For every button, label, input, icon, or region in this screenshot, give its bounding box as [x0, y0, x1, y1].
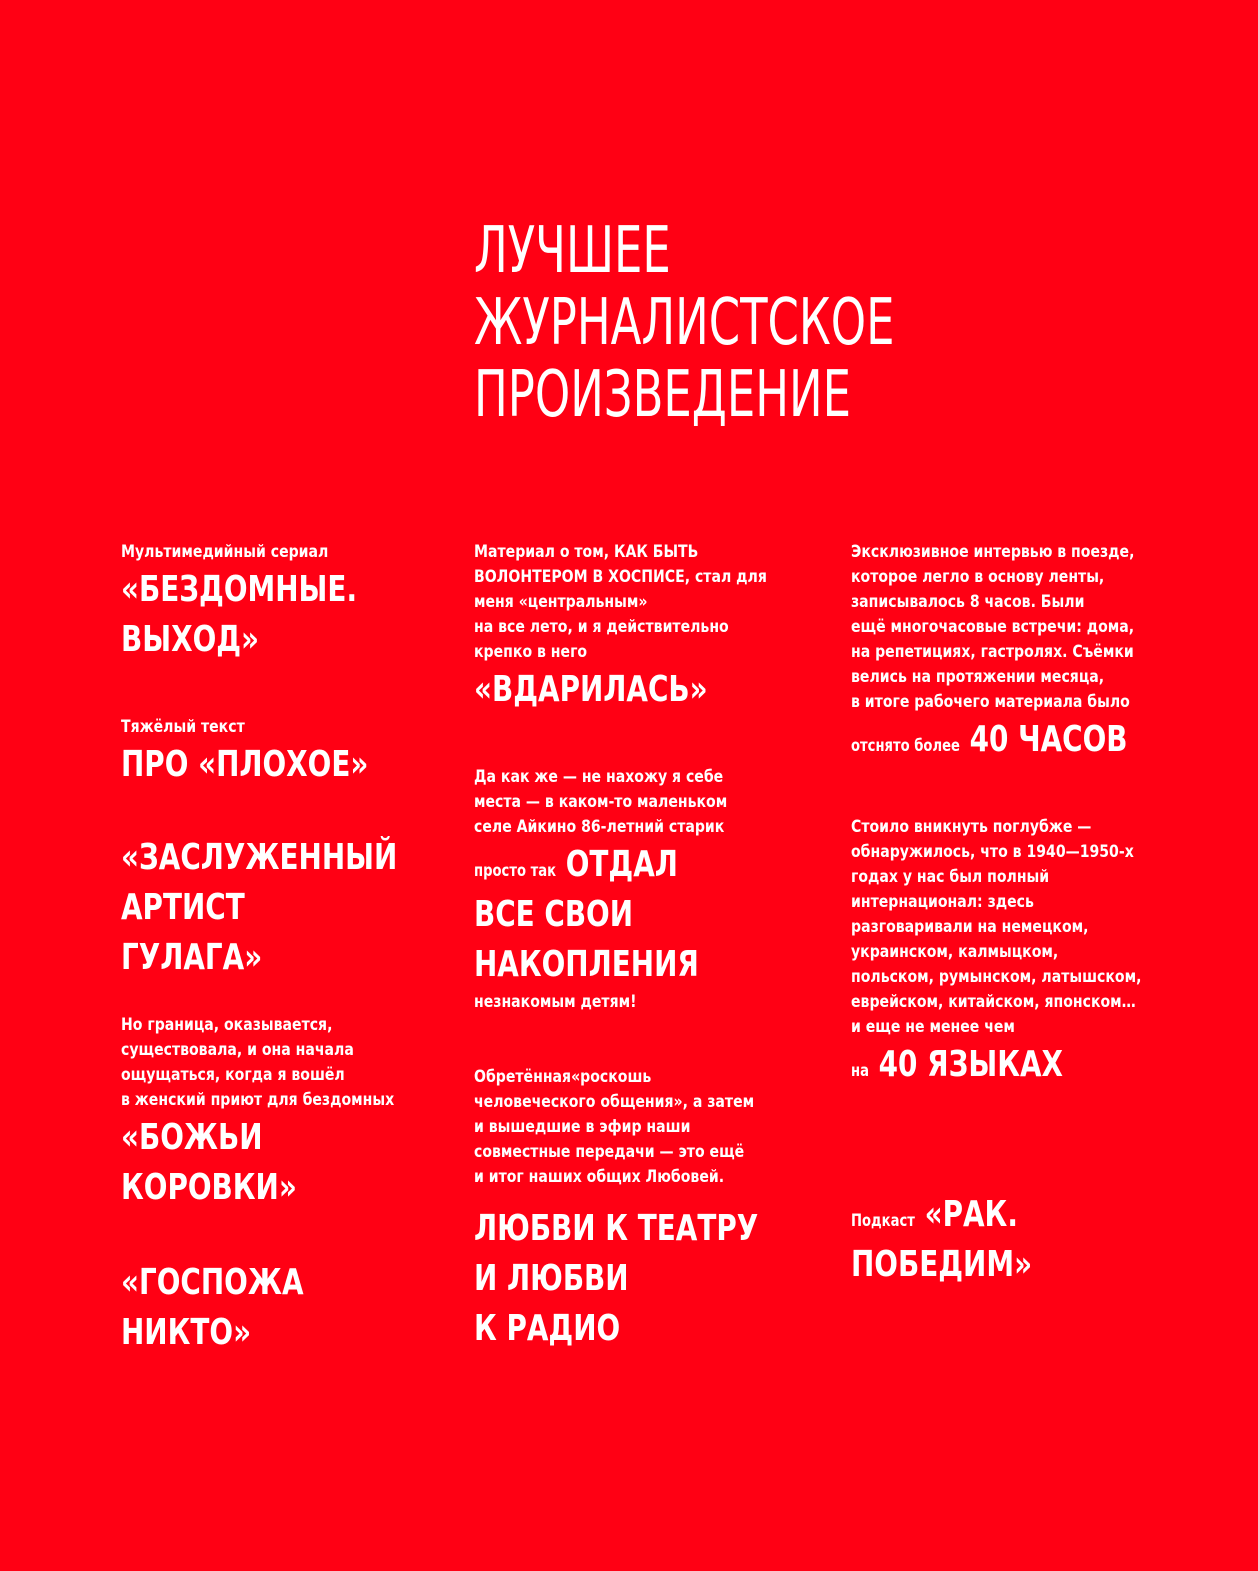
nomination-caption: крепко в него — [474, 642, 588, 662]
nomination-caption: годах у нас был полный — [851, 867, 1050, 887]
nomination-caption: ещё многочасовые встречи: дома, — [851, 617, 1135, 637]
nomination-headline: ПОБЕДИМ» — [851, 1244, 1033, 1285]
nomination-headline: «ЗАСЛУЖЕННЫЙ — [121, 837, 398, 878]
nomination-caption: обнаружилось, что в 1940—1950-х — [851, 842, 1134, 862]
nomination-headline: ПРО «ПЛОХОЕ» — [121, 744, 369, 785]
nomination-headline: 40 ЧАСОВ — [969, 719, 1128, 760]
nomination-caption: Но граница, оказывается, — [121, 1015, 333, 1035]
nomination-headline: ГУЛАГА» — [121, 937, 263, 978]
nomination-caption: на репетициях, гастролях. Съёмки — [851, 642, 1134, 662]
nomination-caption: и еще не менее чем — [851, 1017, 1015, 1037]
nomination-mrs-nobody — [121, 1258, 333, 1358]
nomination-gulag-artist — [121, 833, 442, 983]
nomination-headline: «ВДАРИЛАСЬ» — [474, 669, 708, 710]
nomination-caption: человеческого общения», а затем — [474, 1092, 755, 1112]
nomination-caption: существовала, и она начала — [121, 1040, 354, 1060]
nomination-caption: ощущаться, когда я вошёл — [121, 1065, 345, 1085]
nomination-caption: просто так — [474, 861, 557, 881]
nomination-headline: «РАК. — [924, 1194, 1018, 1235]
nomination-headline: И ЛЮБВИ — [474, 1258, 629, 1299]
nomination-caption: в женский приют для бездомных — [121, 1090, 395, 1110]
nomination-train-interview — [851, 540, 1173, 765]
nomination-headline-row — [474, 840, 711, 890]
nomination-ladybugs — [121, 1013, 418, 1213]
nomination-headline: ЛЮБВИ К ТЕАТРУ — [474, 1208, 759, 1249]
nomination-caption: разговаривали на немецком, — [851, 917, 1089, 937]
nomination-caption: Да как же — не нахожу я себе — [474, 767, 724, 787]
nomination-headline: ОТДАЛ — [565, 844, 678, 885]
nomination-caption: совместные передачи — это ещё — [474, 1142, 745, 1162]
nomination-caption: незнакомым детям! — [474, 992, 637, 1012]
title-line-2: ЖУРНАЛИСТСКОЕ — [474, 286, 895, 360]
nomination-caption: ВОЛОНТЕРОМ В ХОСПИСЕ, стал для — [474, 567, 767, 587]
nomination-headline: «ГОСПОЖА — [121, 1262, 304, 1303]
nomination-caption: Подкаст — [851, 1211, 915, 1231]
nomination-caption: Эксклюзивное интервью в поезде, — [851, 542, 1135, 562]
nomination-theatre-radio — [474, 1065, 805, 1354]
nomination-caption: записывалось 8 часов. Были — [851, 592, 1085, 612]
nomination-headline: «БОЖЬИ — [121, 1117, 263, 1158]
nomination-caption: Тяжёлый текст — [121, 717, 245, 737]
nomination-caption: меня «центральным» — [474, 592, 648, 612]
nomination-caption: места — в каком-то маленьком — [474, 792, 728, 812]
nomination-caption: Стоило вникнуть поглубже — — [851, 817, 1092, 837]
nomination-caption: в итоге рабочего материала было — [851, 692, 1130, 712]
nomination-headline: ВСЕ СВОИ — [474, 894, 634, 935]
nomination-headline-row — [851, 715, 1128, 765]
nomination-headline: «БЕЗДОМНЫЕ. — [121, 569, 358, 610]
nomination-headline: ВЫХОД» — [121, 619, 260, 660]
nomination-headline: КОРОВКИ» — [121, 1167, 297, 1208]
nomination-headline-row — [851, 1190, 1032, 1240]
page-title — [474, 215, 894, 431]
nomination-caption: селе Айкино 86-летний старик — [474, 817, 725, 837]
nomination-caption: которое легло в основу ленты, — [851, 567, 1105, 587]
nomination-caption: отснято более — [851, 736, 960, 756]
title-line-1: ЛУЧШЕЕ — [474, 214, 671, 288]
nomination-caption: Обретённая«роскошь — [474, 1067, 652, 1087]
nomination-caption: велись на протяжении месяца, — [851, 667, 1105, 687]
nomination-cancer-podcast — [851, 1190, 1062, 1290]
nomination-homeless-exit — [121, 540, 395, 665]
nomination-headline: НИКТО» — [121, 1312, 252, 1353]
nomination-headline: 40 ЯЗЫКАХ — [878, 1044, 1064, 1085]
nomination-caption: и вышедшие в эфир наши — [474, 1117, 691, 1137]
nomination-40-languages — [851, 815, 1167, 1090]
nomination-headline: К РАДИО — [474, 1308, 621, 1349]
nomination-caption: Мультимедийный сериал — [121, 542, 329, 562]
nomination-headline-row — [851, 1040, 1122, 1090]
nomination-caption: еврейском, китайском, японском… — [851, 992, 1136, 1012]
nomination-caption: интернационал: здесь — [851, 892, 1034, 912]
nomination-caption: польском, румынском, латышском, — [851, 967, 1142, 987]
nomination-caption: на все лето, и я действительно — [474, 617, 729, 637]
nomination-headline: НАКОПЛЕНИЯ — [474, 944, 699, 985]
nomination-caption: украинском, калмыцком, — [851, 942, 1059, 962]
nomination-caption: и итог наших общих Любовей. — [474, 1167, 725, 1187]
nomination-savings — [474, 765, 749, 1015]
title-line-3: ПРОИЗВЕДЕНИЕ — [474, 358, 851, 432]
nomination-headline: АРТИСТ — [121, 887, 245, 928]
nomination-caption: Материал о том, КАК БЫТЬ — [474, 542, 699, 562]
nomination-caption: на — [851, 1061, 869, 1081]
nomination-about-bad — [121, 715, 409, 790]
nomination-hospice — [474, 540, 792, 715]
